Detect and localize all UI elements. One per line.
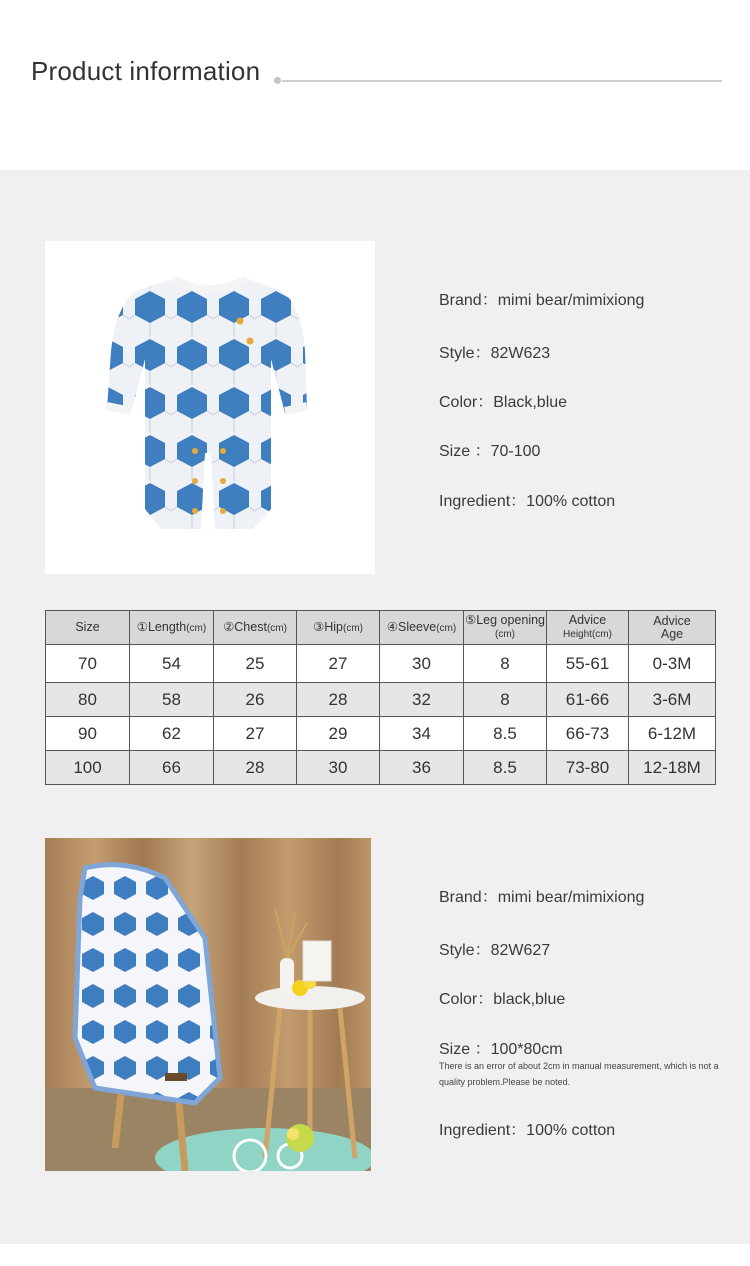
cell-advice-height: 55-61: [547, 645, 629, 683]
table-row: [46, 645, 716, 683]
cell-size: 80: [46, 683, 130, 717]
header-advice-height: Advice Height(cm): [547, 611, 629, 645]
cell-sleeve: 36: [380, 751, 464, 785]
header-size: Size: [46, 611, 130, 645]
cell-size: 90: [46, 717, 130, 751]
product2-style: Style：82W627: [439, 942, 551, 959]
header-hip: ③Hip(cm): [297, 611, 380, 645]
product2-color: Color：black,blue: [439, 991, 566, 1008]
cell-hip: 27: [297, 645, 380, 683]
product1-color: Color：Black,blue: [439, 394, 568, 411]
cell-chest: 27: [214, 717, 297, 751]
cell-sleeve: 34: [380, 717, 464, 751]
blanket-product-image: [45, 838, 371, 1171]
cell-chest: 26: [214, 683, 297, 717]
cell-size: 100: [46, 751, 130, 785]
cell-leg-opening: 8.5: [464, 751, 547, 785]
table-header-row: [46, 611, 716, 645]
header-leg-opening: ⑤Leg opening (cm): [464, 611, 547, 645]
header-length: ①Length(cm): [130, 611, 214, 645]
title-divider-dot: [274, 77, 281, 84]
cell-advice-height: 61-66: [547, 683, 629, 717]
cell-chest: 28: [214, 751, 297, 785]
product1-brand: Brand：mimi bear/mimixiong: [439, 292, 645, 309]
cell-hip: 28: [297, 683, 380, 717]
cell-advice-age: 6-12M: [629, 717, 716, 751]
cell-sleeve: 32: [380, 683, 464, 717]
table-row: [46, 751, 716, 785]
bottom-margin: [0, 1244, 750, 1266]
product1-ingredient: Ingredient：100% cotton: [439, 493, 616, 510]
cell-leg-opening: 8: [464, 683, 547, 717]
cell-advice-age: 12-18M: [629, 751, 716, 785]
cell-sleeve: 30: [380, 645, 464, 683]
cell-hip: 29: [297, 717, 380, 751]
product1-size: Size ：70-100: [439, 443, 541, 460]
cell-advice-age: 0-3M: [629, 645, 716, 683]
cell-advice-height: 73-80: [547, 751, 629, 785]
cell-length: 54: [130, 645, 214, 683]
cell-chest: 25: [214, 645, 297, 683]
size-chart-table: [45, 610, 716, 785]
romper-illustration: [45, 241, 375, 574]
table-row: [46, 683, 716, 717]
cell-advice-age: 3-6M: [629, 683, 716, 717]
product2-size: Size ：100*80cm: [439, 1041, 563, 1058]
cell-length: 66: [130, 751, 214, 785]
header-advice-age: Advice Age: [629, 611, 716, 645]
table-row: [46, 717, 716, 751]
blanket-scene-illustration: [45, 838, 371, 1171]
cell-advice-height: 66-73: [547, 717, 629, 751]
romper-product-image: [45, 241, 375, 574]
section-title: Product information: [31, 56, 261, 86]
header: [0, 0, 750, 170]
cell-hip: 30: [297, 751, 380, 785]
product2-brand: Brand：mimi bear/mimixiong: [439, 889, 645, 906]
measurement-note: There is an error of about 2cm in manual measurement, which is not a quality problem.Please be noted.: [439, 1061, 719, 1087]
product1-style: Style：82W623: [439, 345, 551, 362]
title-divider-line: [282, 80, 722, 82]
product2-ingredient: Ingredient：100% cotton: [439, 1122, 616, 1139]
cell-length: 58: [130, 683, 214, 717]
cell-leg-opening: 8.5: [464, 717, 547, 751]
cell-leg-opening: 8: [464, 645, 547, 683]
cell-length: 62: [130, 717, 214, 751]
header-sleeve: ④Sleeve(cm): [380, 611, 464, 645]
header-chest: ②Chest(cm): [214, 611, 297, 645]
cell-size: 70: [46, 645, 130, 683]
